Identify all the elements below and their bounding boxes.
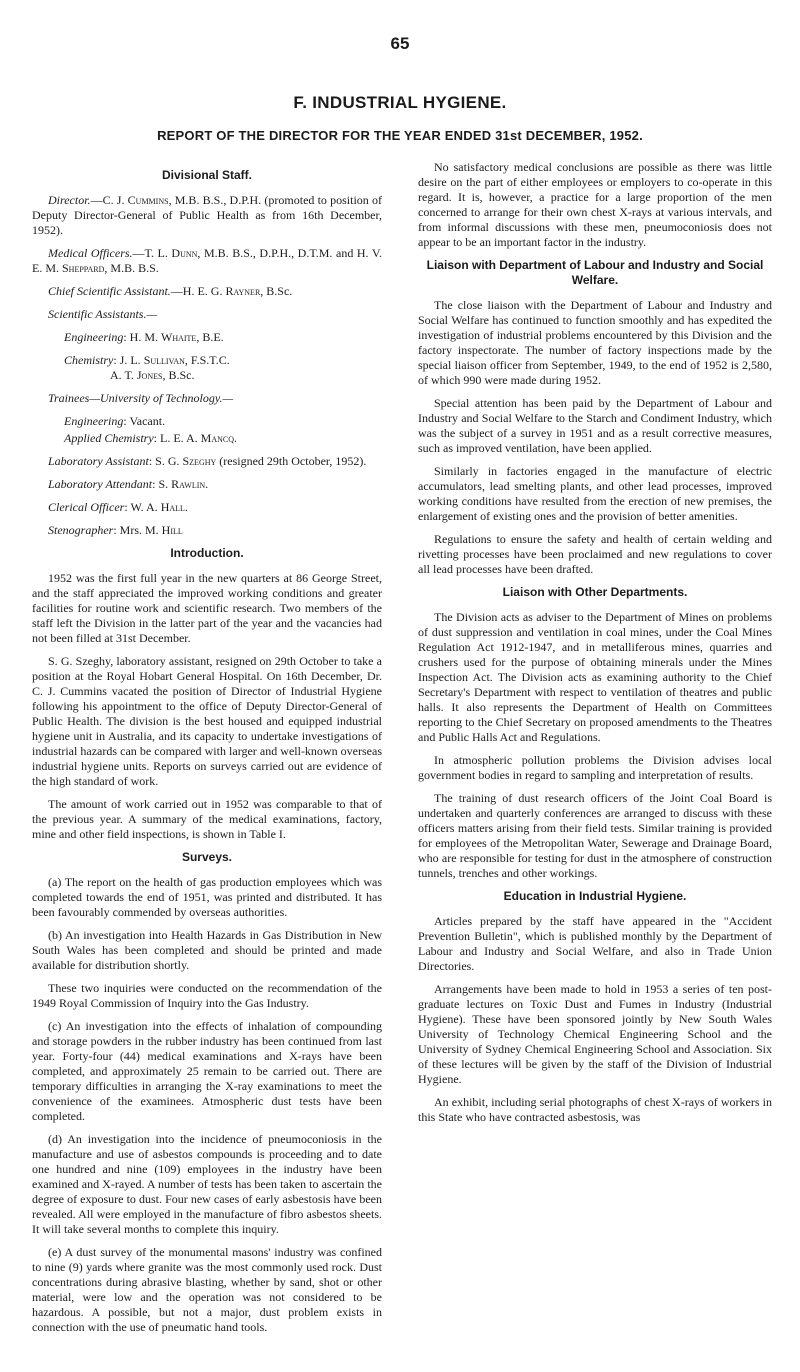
staff-text: : J. L. — [113, 353, 144, 367]
staff-text: . — [205, 477, 209, 491]
paragraph: These two inquiries were conducted on the recommendation of the 1949 Royal Commission of Inquiry into the Gas Industry. — [32, 981, 382, 1010]
staff-text: : Vacant. — [123, 414, 166, 428]
staff-applied-chemistry — [32, 431, 382, 446]
paragraph: Articles prepared by the staff have appeared in the "Accident Prevention Bulletin", which is published monthly by the Department of Labour and Industry and Social Welfare, and also in Trade Union Directories. — [418, 914, 772, 973]
staff-chemistry-2 — [32, 368, 382, 383]
staff-text: , F.S.T.C. — [184, 353, 230, 367]
role-label: Clerical Officer — [48, 500, 125, 514]
staff-text: : L. E. A. — [153, 431, 201, 445]
role-label: Engineering — [64, 330, 124, 344]
staff-text: —C. J. — [90, 193, 128, 207]
introduction-heading: Introduction. — [170, 546, 244, 560]
staff-name: Rayner — [225, 284, 261, 298]
staff-text: : H. M. — [123, 330, 161, 344]
paragraph: No satisfactory medical conclusions are possible as there was little desire on the part of either employees or employers to co-operate in this regard. It is, however, a practice for a large proportion of the men concerned to arrange for their own chest X-rays at various intervals, and from informal discussions with these men, pneumoconiosis does not appear to be an important factor in the industry. — [418, 160, 772, 249]
paragraph: Special attention has been paid by the Department of Labour and Industry and Social Welfare to the Starch and Condiment Industry, which was the subject of a survey in 1951 and as a result corrective measures, such as improved ventilation, have been applied. — [418, 396, 772, 455]
staff-trainee-engineering — [32, 414, 382, 429]
paragraph: 1952 was the first full year in the new quarters at 86 George Street, and the staff appreciated the improved working conditions and greater facilities for routine work and scientific research. Two members of the staff left the Division in the latter part of the year and the vacancies had not been filled at 31st December. — [32, 571, 382, 645]
staff-name: Szeghy — [182, 454, 217, 468]
staff-text: , B.E. — [196, 330, 224, 344]
staff-text: —T. L. — [132, 246, 172, 260]
staff-scientific-assistants — [32, 307, 382, 322]
staff-director — [32, 193, 382, 238]
role-label: Scientific Assistants.— — [48, 307, 158, 321]
staff-medical-officers — [32, 246, 382, 276]
staff-text: . — [234, 431, 237, 445]
staff-name: Jones — [136, 368, 163, 382]
education-heading: Education in Industrial Hygiene. — [503, 889, 687, 903]
survey-item-a: (a) The report on the health of gas production employees which was completed towards the end of 1951, was printed and distributed. It has been favourably commended by overseas authorities. — [32, 875, 382, 919]
staff-text: A. T. — [110, 368, 137, 382]
staff-name: Hill — [161, 523, 183, 537]
paragraph: The amount of work carried out in 1952 was comparable to that of the previous year. A summary of the medical examinations, factory, mine and other field inspections, is shown in Table I. — [32, 797, 382, 841]
staff-clerical — [32, 500, 382, 515]
role-label: Director. — [48, 193, 91, 207]
staff-name: Dunn — [171, 246, 198, 260]
survey-item-b: (b) An investigation into Health Hazards in Gas Distribution in New South Wales has been completed and should be printed and made available for distribution shortly. — [32, 928, 382, 972]
staff-chemistry — [32, 353, 382, 368]
staff-name: Sullivan — [143, 353, 185, 367]
survey-item-d: (d) An investigation into the incidence of pneumoconiosis in the manufacture and use of asbestos compounds is proceeding and to date one hundred and nine (109) employees in the industry have been examined and X-rayed. A number of tests has been taken to ascertain the degree of exposure to dust. Four new cases of early asbestosis have been revealed. All were employed in the manufacture of fibro asbestos sheets. It will take several months to complete this inquiry. — [32, 1132, 382, 1236]
staff-lab-attendant — [32, 477, 382, 492]
staff-name: Hall — [160, 500, 185, 514]
staff-text: : S. — [152, 477, 172, 491]
role-label: Chief Scientific Assistant. — [48, 284, 171, 298]
liaison-other-heading: Liaison with Other Departments. — [502, 585, 688, 599]
staff-chief-scientific — [32, 284, 382, 299]
staff-text: , M.B. B.S. — [104, 261, 159, 275]
role-label: Applied Chemistry — [64, 431, 154, 445]
role-label: Engineering — [64, 414, 124, 428]
staff-name: Cummins — [127, 193, 169, 207]
staff-lab-assistant — [32, 454, 382, 469]
staff-text: , B.Sc. — [162, 368, 195, 382]
role-label: Stenographer — [48, 523, 114, 537]
liaison-labour-heading: Liaison with Department of Labour and Industry and Social Welfare. — [426, 258, 764, 287]
role-label: Laboratory Attendant — [48, 477, 153, 491]
right-column — [418, 160, 772, 1133]
paragraph: Arrangements have been made to hold in 1953 a series of ten post-graduate lectures on Toxic Dust and Fumes in Industry (Industrial Hygiene). These have been sponsored jointly by New South Wales University of Technology Chemical Engineering School and the University of Sydney Chemical Engineering School and Association. Six of these lectures will be given by the staff of the Division of Industrial Hygiene. — [418, 982, 772, 1086]
paragraph: The training of dust research officers of the Joint Coal Board is undertaken and quarterly conferences are arranged to discuss with these officers matters arising from their field tests. Similar training is provided for employees of the Metropolitan Water, Sewerage and Drainage Board, who are responsible for testing for dust in the atmosphere of construction tunnels, trenches and other workings. — [418, 791, 772, 880]
staff-text: —H. E. G. — [170, 284, 226, 298]
staff-name: Rawlin — [171, 477, 206, 491]
paragraph: In atmospheric pollution problems the Division advises local government bodies in regard to sampling and interpretation of results. — [418, 753, 772, 782]
paragraph: The close liaison with the Department of Labour and Industry and Social Welfare has continued to function smoothly and has expedited the investigation of industrial problems encountered by this Division and the factory inspectorate. The number of factory inspections made by the special liaison officer from September, 1949, to the end of 1952 is 2,580, of which 990 were made during 1952. — [418, 298, 772, 387]
section-title: F. INDUSTRIAL HYGIENE. — [293, 93, 507, 112]
surveys-heading: Surveys. — [181, 850, 233, 864]
staff-text: . — [184, 500, 188, 514]
role-label: Chemistry — [64, 353, 114, 367]
staff-trainees — [32, 391, 382, 406]
staff-name: Whaite — [161, 330, 197, 344]
paragraph: Regulations to ensure the safety and health of certain welding and rivetting processes have been proclaimed and new regulations to cover all lead processes have been drafted. — [418, 532, 772, 576]
survey-item-c: (c) An investigation into the effects of inhalation of compounding and storage powders in the rubber industry has been continued from last year. Forty-four (44) medical examinations and X-rays have been completed, and approximately 25 remain to be carried out. There are temporary difficulties in arranging the X-ray examinations to meet the convenience of the examinees. Atmospheric dust tests have been completed. — [32, 1019, 382, 1123]
staff-stenographer — [32, 523, 382, 538]
survey-item-e: (e) A dust survey of the monumental masons' industry was confined to nine (9) yards where granite was the most commonly used rock. Dust concentrations during abrasive blasting, whether by sand, shot or other material, were low and the operation was not considered to be hazardous. A possible, but not a major, dust problem exists in connection with the use of pneumatic hand tools. — [32, 1245, 382, 1334]
staff-text: : Mrs. M. — [113, 523, 162, 537]
staff-name: Sheppard — [62, 261, 105, 275]
paragraph: The Division acts as adviser to the Department of Mines on problems of dust suppression and ventilation in coal mines, under the Coal Mines Regulation Act 1912-1947, and in metalliferous mines, quarries and crushers used for the purpose of obtaining minerals under the Mines Inspection Act. The Division acts as examining authority to the Chief Secretary's Department with respect to ventilation of theatres and public halls. It also represents the Department of Health on Committees reporting to the Chief Secretary on proposed amendments to the Theatres and Public Halls Act and Regulations. — [418, 610, 772, 744]
staff-engineering — [32, 330, 382, 345]
paragraph: Similarly in factories engaged in the manufacture of electric accumulators, lead smelting plants, and other lead processes, improved working conditions have resulted from the erection of new premises, the enlargement of existing ones and the provision of better amenities. — [418, 464, 772, 523]
divisional-staff-heading: Divisional Staff. — [161, 168, 253, 182]
left-column — [32, 160, 382, 1343]
staff-text: : S. G. — [148, 454, 183, 468]
staff-text: , B.Sc. — [260, 284, 293, 298]
staff-text: , M.B. B.S., D.P.H., D.T.M. and H. V. E. M. — [32, 246, 382, 275]
role-label: Trainees—University of Technology.— — [48, 391, 234, 405]
paragraph: S. G. Szeghy, laboratory assistant, resigned on 29th October to take a position at the Royal Hobart General Hospital. On 16th December, Dr. C. J. Cummins vacated the position of Director of Industrial Hygiene following his appointment to the office of Deputy Director-General of Public Health. The division is the best housed and equipped industrial hygiene unit in Australia, and its capacity to undertake investigations of industrial hazards can be compared with larger and well-known overseas industrial hygiene units. Reports on surveys carried out are evidence of the high standard of work. — [32, 654, 382, 788]
role-label: Laboratory Assistant — [48, 454, 149, 468]
role-label: Medical Officers. — [48, 246, 133, 260]
staff-text: , M.B. B.S., D.P.H. (promoted to position of Deputy Director-General of Public Health as from 16th December, 1952). — [32, 193, 382, 237]
staff-text: (resigned 29th October, 1952). — [216, 454, 367, 468]
paragraph: An exhibit, including serial photographs of chest X-rays of workers in this State who have contracted asbestosis, was — [418, 1095, 772, 1124]
staff-text: : W. A. — [124, 500, 161, 514]
staff-name: Mancq — [200, 431, 234, 445]
page-number: 65 — [390, 34, 410, 53]
report-title: REPORT OF THE DIRECTOR FOR THE YEAR ENDED 31st DECEMBER, 1952. — [157, 128, 643, 143]
